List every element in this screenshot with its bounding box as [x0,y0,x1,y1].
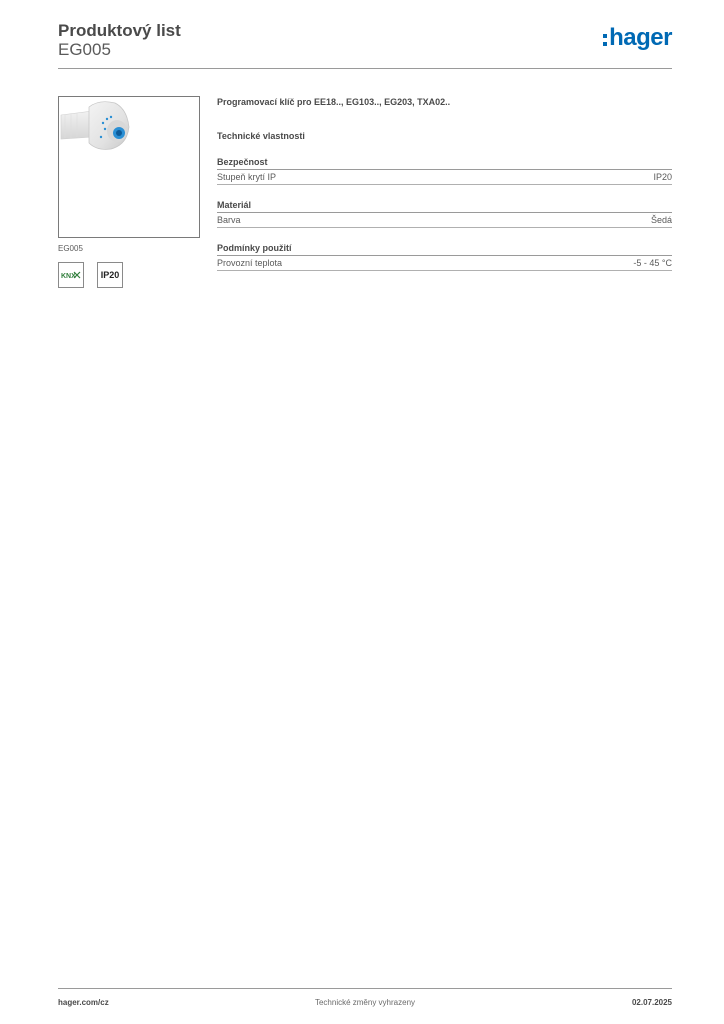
spec-group-title: Materiál [217,199,672,213]
programming-key-image [59,97,199,237]
spec-row [217,213,672,228]
spec-group-material [217,199,672,228]
product-code: EG005 [58,40,111,59]
spec-value: Šedá [650,215,672,225]
spec-content [217,96,672,271]
spec-group-bezpecnost [217,156,672,185]
product-description: Programovací klíč pro EE18.., EG103.., EG203, TXA02.. [217,97,451,107]
product-caption: EG005 [58,244,83,253]
spec-row [217,170,672,185]
spec-label: Stupeň krytí IP [217,172,277,182]
spec-group-title: Podmínky použití [217,242,672,256]
spec-label: Barva [217,215,241,225]
footer-date: 02.07.2025 [631,998,672,1007]
spec-label: Provozní teplota [217,258,283,268]
spec-value: IP20 [653,172,672,182]
spec-group-title: Bezpečnost [217,156,672,170]
knx-logo-icon [60,269,82,281]
logo-text: hager [609,24,672,51]
knx-badge [58,262,84,288]
footer-website-link[interactable]: hager.com/cz [58,998,109,1007]
footer-divider [58,988,672,989]
page-header [58,20,672,68]
logo-dots-icon [603,34,607,46]
hager-logo [603,24,672,52]
spec-row [217,256,672,271]
ip20-badge-label: IP20 [100,270,120,280]
product-image-frame [58,96,200,238]
svg-text:KNX: KNX [61,273,76,280]
page-title: Produktový list [58,21,181,40]
ip20-badge [97,262,123,288]
section-title: Technické vlastnosti [217,131,305,141]
header-divider [58,68,672,69]
spec-group-podminky [217,242,672,271]
footer-note: Technické změny vyhrazeny [314,998,416,1007]
spec-value: -5 - 45 °C [633,258,672,268]
